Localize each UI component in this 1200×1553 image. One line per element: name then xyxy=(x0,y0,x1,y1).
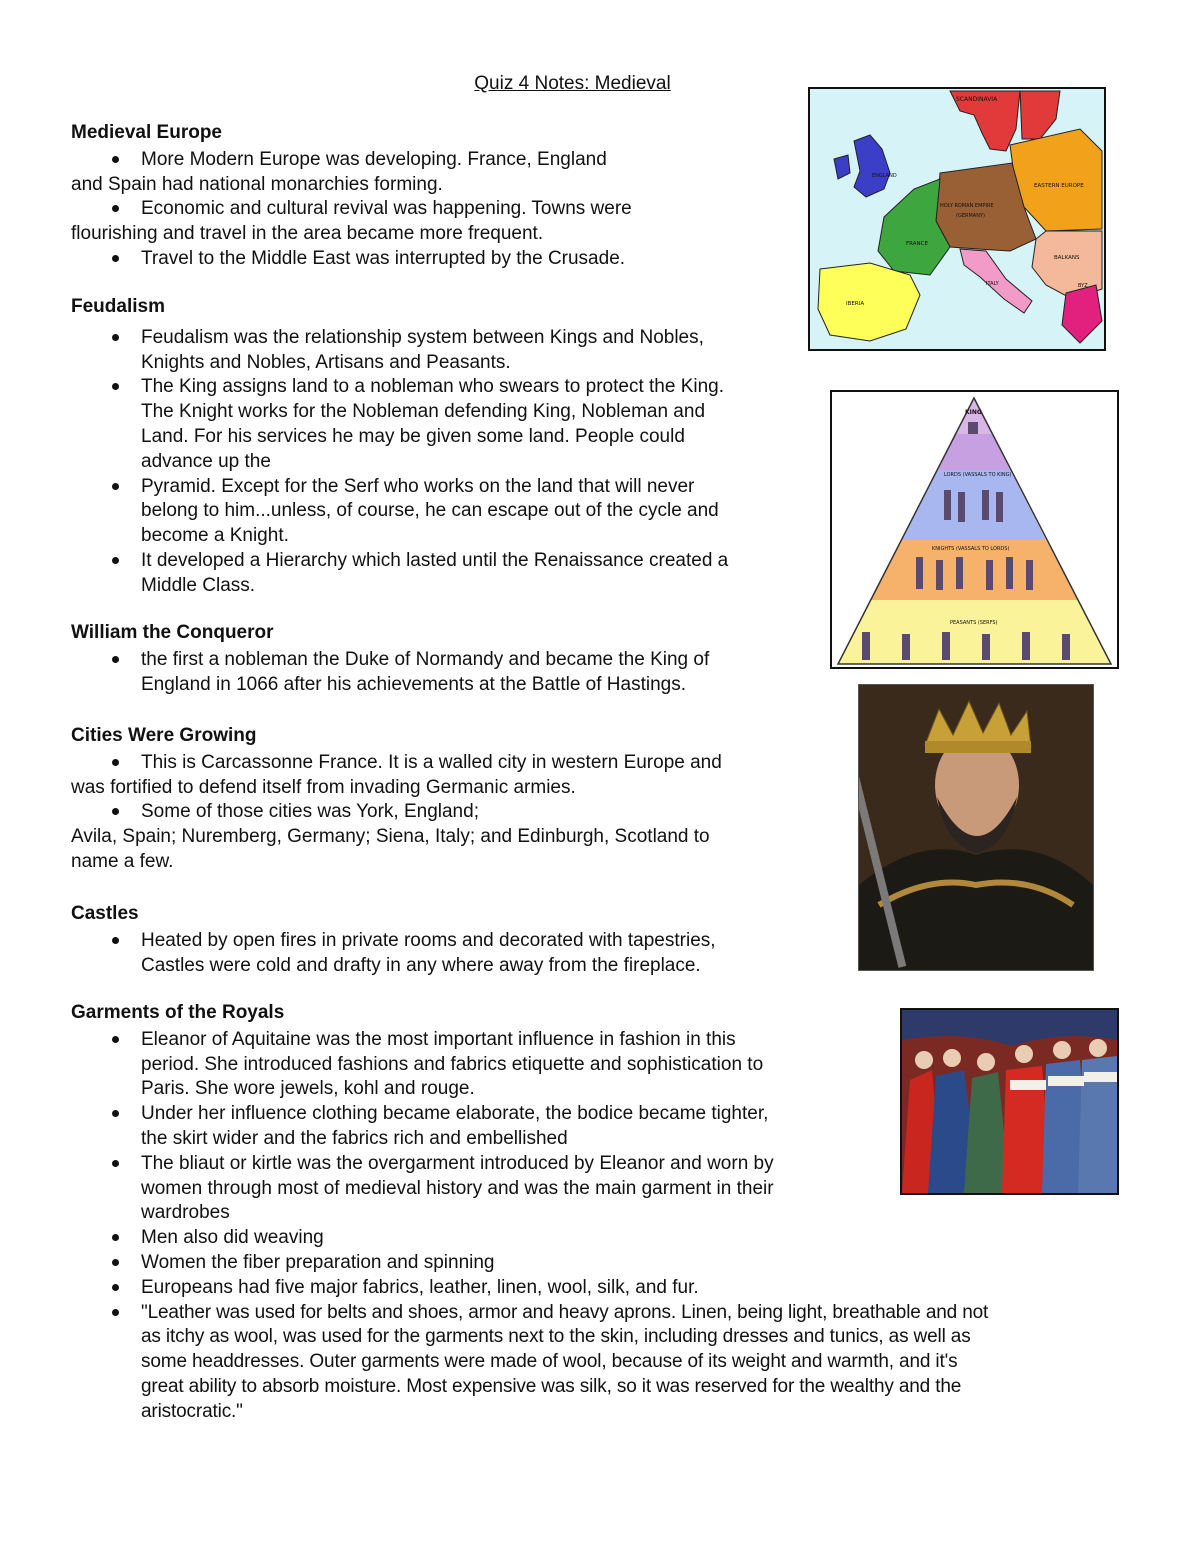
list-item xyxy=(71,1226,1131,1251)
map-label: EASTERN EUROPE xyxy=(1034,183,1084,189)
list-item-text: England in 1066 after his achievements at the Battle of Hastings. xyxy=(141,673,686,695)
list-item-text: belong to him...unless, of course, he can escape out of the cycle and xyxy=(141,500,719,522)
royal-garments-image xyxy=(900,1008,1119,1195)
list-item-continuation: was fortified to defend itself from invading Germanic armies. xyxy=(71,776,576,798)
pyramid-label: LORDS (VASSALS TO KING) xyxy=(944,472,1012,478)
list-item-text: period. She introduced fashions and fabrics etiquette and sophistication to xyxy=(141,1053,764,1075)
list-item-text: This is Carcassonne France. It is a walled city in western Europe and xyxy=(141,751,722,773)
list-item-text: The King assigns land to a nobleman who swears to protect the King. xyxy=(141,376,725,398)
page-title: Quiz 4 Notes: Medieval xyxy=(474,73,671,94)
list-item-continuation: flourishing and travel in the area became more frequent. xyxy=(71,223,544,245)
list-item-text: Feudalism was the relationship system between Kings and Nobles, xyxy=(141,326,704,348)
list-item-continuation: name a few. xyxy=(71,850,174,872)
royals-illustration xyxy=(902,1010,1117,1193)
list-item-text: Some of those cities was York, England; xyxy=(141,801,479,823)
list-item-text: Paris. She wore jewels, kohl and rouge. xyxy=(141,1078,475,1100)
section-heading: Medieval Europe xyxy=(71,122,222,143)
section-heading: Castles xyxy=(71,903,139,924)
list-item-text: great ability to absorb moisture. Most expensive was silk, so it was reserved for the wealthy and the xyxy=(141,1375,962,1397)
pyramid-label: KNIGHTS (VASSALS TO LORDS) xyxy=(932,546,1010,552)
list-item xyxy=(71,148,711,173)
list-item-text: the first a nobleman the Duke of Normandy and became the King of xyxy=(141,648,710,670)
list-item-text: Middle Class. xyxy=(141,574,256,596)
portrait-illustration xyxy=(859,685,1093,970)
list-item-text: Europeans had five major fabrics, leather, linen, wool, silk, and fur. xyxy=(141,1276,699,1298)
list-item-text: the skirt wider and the fabrics rich and embellished xyxy=(141,1127,568,1149)
list-item-text: More Modern Europe was developing. France, England xyxy=(141,148,607,170)
map-label: FRANCE xyxy=(906,241,928,247)
map-label: (GERMANY) xyxy=(956,213,985,219)
list-item xyxy=(71,549,816,599)
list-item-text: Castles were cold and drafty in any where away from the fireplace. xyxy=(141,954,701,976)
pyramid-illustration xyxy=(832,392,1117,667)
list-item-text: Women the fiber preparation and spinning xyxy=(141,1251,495,1273)
list-item-text: some headdresses. Outer garments were made of wool, because of its weight and warmth, and it's xyxy=(141,1351,958,1373)
list-item-text: wardrobes xyxy=(141,1202,230,1224)
map-label: ITALY xyxy=(986,281,999,287)
list-item-text: aristocratic." xyxy=(141,1400,243,1422)
list-item xyxy=(71,800,816,825)
list-item-text: advance up the xyxy=(141,450,271,472)
section-heading: Cities Were Growing xyxy=(71,725,257,746)
list-item-text: Land. For his services he may be given some land. People could xyxy=(141,425,685,447)
list-item-text: Men also did weaving xyxy=(141,1227,324,1249)
section-heading: Feudalism xyxy=(71,296,165,317)
list-item xyxy=(71,648,811,698)
map-label: SCANDINAVIA xyxy=(956,96,998,103)
pyramid-label: KING xyxy=(965,409,982,416)
section-castles xyxy=(71,902,816,978)
section-heading: Garments of the Royals xyxy=(71,1002,285,1023)
map-label: HOLY ROMAN EMPIRE xyxy=(940,203,994,209)
medieval-europe-map xyxy=(808,87,1106,351)
section-feudalism xyxy=(71,295,816,599)
list-item-text: Under her influence clothing became elaborate, the bodice became tighter, xyxy=(141,1103,769,1125)
list-item xyxy=(71,1251,1131,1276)
map-label: BALKANS xyxy=(1054,255,1080,261)
list-item xyxy=(71,197,711,222)
list-item xyxy=(71,247,711,272)
map-label: IBERIA xyxy=(846,301,865,307)
map-label: BYZ xyxy=(1078,283,1088,289)
list-item xyxy=(71,751,816,776)
map-label: ENGLAND xyxy=(872,173,897,179)
list-item-text: The Knight works for the Nobleman defending King, Nobleman and xyxy=(141,401,706,423)
list-item-text: Knights and Nobles, Artisans and Peasants. xyxy=(141,351,511,373)
list-item-continuation: and Spain had national monarchies forming. xyxy=(71,173,443,195)
list-item-text: Travel to the Middle East was interrupted by the Crusade. xyxy=(141,247,626,269)
list-item-text: become a Knight. xyxy=(141,525,289,547)
pyramid-label: PEASANTS (SERFS) xyxy=(950,620,998,626)
section-cities xyxy=(71,724,816,875)
section-heading: William the Conqueror xyxy=(71,622,274,643)
list-item-text: Heated by open fires in private rooms and decorated with tapestries, xyxy=(141,929,716,951)
list-item xyxy=(71,1276,1131,1301)
section-medieval-europe xyxy=(71,121,711,272)
list-item xyxy=(71,929,816,979)
feudal-pyramid-image xyxy=(830,390,1119,669)
list-item-text: as itchy as wool, was used for the garments next to the skin, including dresses and tunics, as well as xyxy=(141,1326,971,1348)
list-item-text: women through most of medieval history and was the main garment in their xyxy=(141,1177,774,1199)
list-item-text: Economic and cultural revival was happening. Towns were xyxy=(141,198,632,220)
list-item xyxy=(71,375,816,474)
william-portrait-image xyxy=(858,684,1094,971)
list-item xyxy=(71,1301,1131,1425)
list-item-text: Pyramid. Except for the Serf who works on the land that will never xyxy=(141,475,695,497)
list-item-continuation: Avila, Spain; Nuremberg, Germany; Siena, Italy; and Edinburgh, Scotland to xyxy=(71,826,710,848)
map-illustration xyxy=(810,89,1104,349)
list-item xyxy=(71,475,816,549)
list-item-text: "Leather was used for belts and shoes, armor and heavy aprons. Linen, being light, breathable and not xyxy=(141,1301,989,1323)
list-item-text: It developed a Hierarchy which lasted until the Renaissance created a xyxy=(141,549,729,571)
section-william-the-conqueror xyxy=(71,621,811,697)
list-item-text: Eleanor of Aquitaine was the most important influence in fashion in this xyxy=(141,1028,736,1050)
list-item xyxy=(71,326,816,376)
list-item-text: The bliaut or kirtle was the overgarment introduced by Eleanor and worn by xyxy=(141,1152,774,1174)
